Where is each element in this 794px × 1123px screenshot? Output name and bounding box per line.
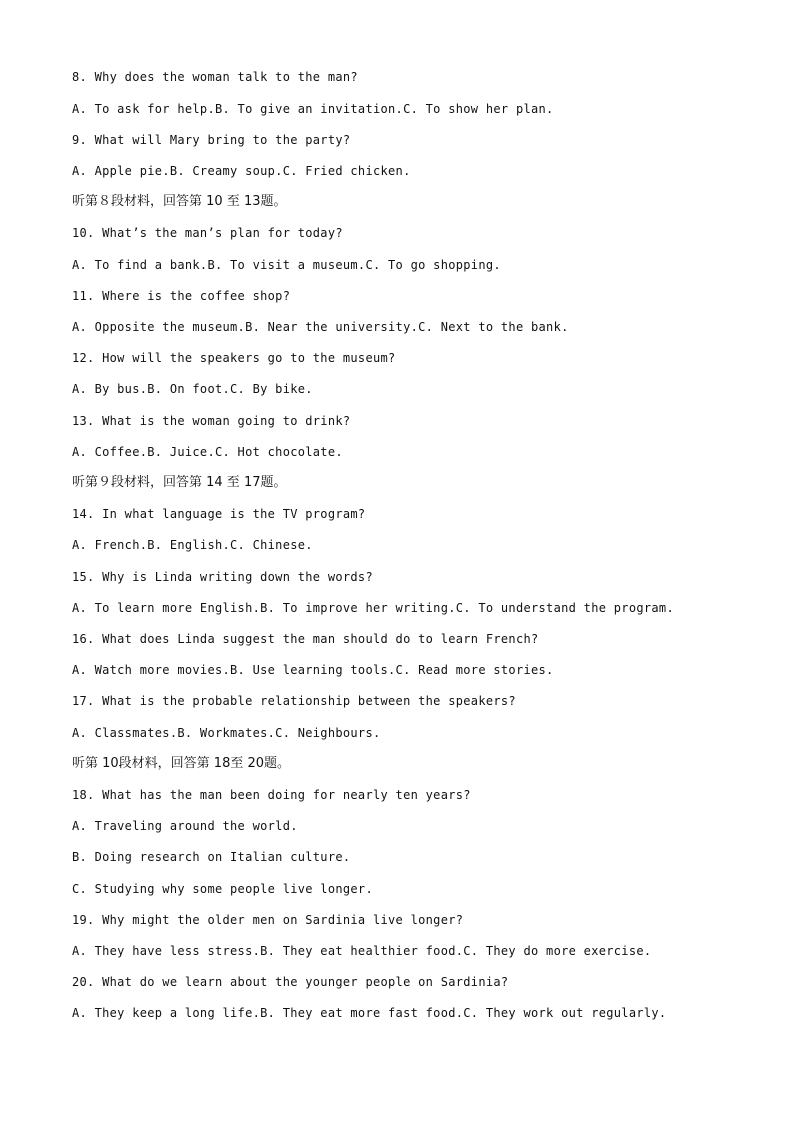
question-9-options: A. Apple pie.B. Creamy soup.C. Fried chicken. [72, 164, 411, 178]
question-9: 9. What will Mary bring to the party? [72, 133, 351, 147]
question-18: 18. What has the man been doing for nearly ten years? [72, 788, 471, 802]
question-11: 11. Where is the coffee shop? [72, 289, 291, 303]
question-14: 14. In what language is the TV program? [72, 507, 366, 521]
question-18-option-c: C. Studying why some people live longer. [72, 882, 373, 896]
question-19: 19. Why might the older men on Sardinia live longer? [72, 913, 464, 927]
question-18-option-a: A. Traveling around the world. [72, 819, 298, 833]
question-13-options: A. Coffee.B. Juice.C. Hot chocolate. [72, 445, 343, 459]
question-8: 8. Why does the woman talk to the man? [72, 70, 358, 84]
question-17-options: A. Classmates.B. Workmates.C. Neighbours. [72, 726, 381, 740]
question-17: 17. What is the probable relationship between the speakers? [72, 694, 516, 708]
question-16-options: A. Watch more movies.B. Use learning tools.C. Read more stories. [72, 663, 554, 677]
question-8-options: A. To ask for help.B. To give an invitation.C. To show her plan. [72, 102, 554, 116]
question-13: 13. What is the woman going to drink? [72, 414, 351, 428]
section-heading-10: 听第 10段材料，回答第 18至 20题。 [72, 756, 291, 771]
section-heading-9: 听第９段材料，回答第 14 至 17题。 [72, 475, 287, 490]
question-11-options: A. Opposite the museum.B. Near the university.C. Next to the bank. [72, 320, 569, 334]
question-14-options: A. French.B. English.C. Chinese. [72, 538, 313, 552]
question-15-options: A. To learn more English.B. To improve her writing.C. To understand the program. [72, 601, 674, 615]
question-10: 10. What’s the man’s plan for today? [72, 226, 343, 240]
question-16: 16. What does Linda suggest the man should do to learn French? [72, 632, 539, 646]
question-12: 12. How will the speakers go to the museum? [72, 351, 396, 365]
question-19-options: A. They have less stress.B. They eat healthier food.C. They do more exercise. [72, 944, 652, 958]
question-20: 20. What do we learn about the younger people on Sardinia? [72, 975, 509, 989]
question-15: 15. Why is Linda writing down the words? [72, 570, 373, 584]
question-10-options: A. To find a bank.B. To visit a museum.C. To go shopping. [72, 258, 501, 272]
question-18-option-b: B. Doing research on Italian culture. [72, 850, 351, 864]
question-12-options: A. By bus.B. On foot.C. By bike. [72, 382, 313, 396]
question-20-options: A. They keep a long life.B. They eat more fast food.C. They work out regularly. [72, 1006, 667, 1020]
section-heading-8: 听第８段材料，回答第 10 至 13题。 [72, 194, 287, 209]
